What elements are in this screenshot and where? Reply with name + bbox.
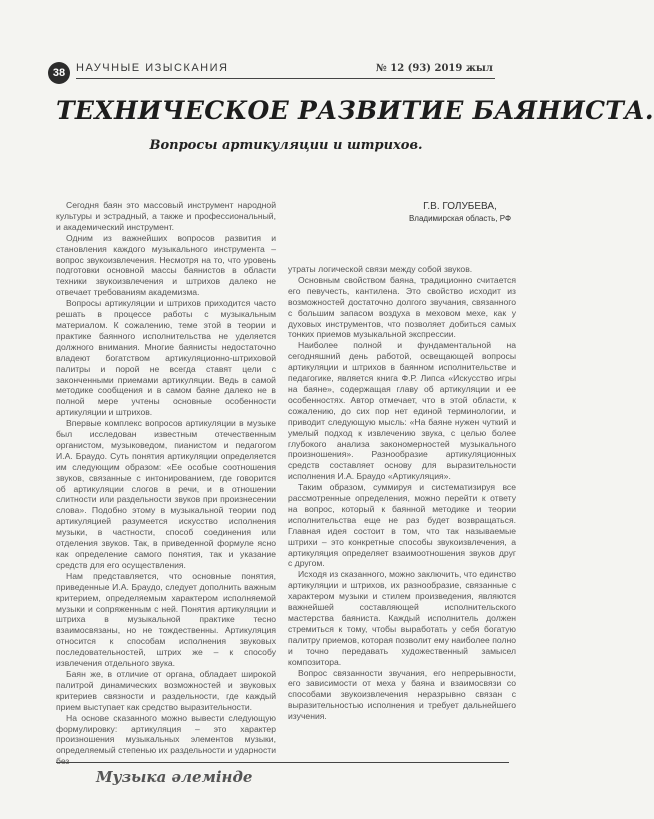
issue-number: № 12 (93) 2019 жыл	[375, 63, 493, 74]
footer-rule	[56, 762, 509, 763]
author-region: Владимирская область, РФ	[408, 214, 512, 223]
paragraph: утраты логической связи между собой звуков.	[288, 264, 473, 274]
text-column-left	[56, 200, 276, 767]
paragraph: Баян же, в отличие от органа, обладает широкой палитрой динамических возможностей и звуковых критериев связности и раздельности, где каждый прием выступает как средство выразительности.	[56, 668, 276, 712]
paragraph: На основе сказанного можно вывести следующую формулировку: артикуляция – это характер произношения музыкальных элементов музыки, определяемый степенью их раздельности и ударности без	[56, 712, 276, 767]
article-subtitle: Вопросы артикуляции и штрихов.	[149, 138, 423, 153]
paragraph: Нам представляется, что основные понятия, приведенные И.А. Браудо, следует дополнить важным критерием, определяемым характером исполняемой музыки и сопряженным с ней. Понятия артикуляции и штриха в музыкальной практике тесно взаимосвязаны, но не тождественны. Артикуляция относится к способам исполнения звуковых последовательностей, штрих же – к способу извлечения отдельного звука.	[56, 570, 276, 669]
article-title: ТЕХНИЧЕСКОЕ РАЗВИТИЕ БАЯНИСТА.	[56, 96, 654, 125]
paragraph: Основным свойством баяна, традиционно считается его певучесть, кантилена. Это свойство исходит из возможностей достаточно долгого звучания, связанного с большим запасом воздуха в меховом мехе, как у духовых инструментов, что позволяет добиться самых тонких приемов музыкальной экспрессии.	[288, 274, 516, 340]
author-name: Г.В. ГОЛУБЕВА,	[423, 201, 497, 212]
magazine-name: Музыка әлемінде	[96, 768, 253, 786]
journal-name: НАУЧНЫЕ ИЗЫСКАНИЯ	[76, 62, 229, 74]
header-rule	[76, 78, 495, 79]
paragraph: Таким образом, суммируя и систематизируя все рассмотренные определения, можно перейти к ответу на вопрос, который к баянной методике и теории исполнительства еще не раз будет возвращаться. Главная идея состоит в том, что так называемые штрихи – это конкретные способы звукоизвлечения, а артикуляция определяет взаимоотношения звуков друг с другом.	[288, 482, 516, 569]
page-number: 38	[48, 62, 70, 84]
text-column-right	[288, 264, 516, 762]
paragraph: Вопрос связанности звучания, его непрерывности, его зависимости от меха у баяна и взаимосвязи со способами звукоизвлечения неразрывно связан с выразительностью исполнения и требует дальнейшего изучения.	[288, 667, 516, 722]
author-block	[400, 200, 520, 224]
paragraph: Одним из важнейших вопросов развития и становления каждого музыкального инструмента – вопрос звукоизвлечения. Несмотря на то, что уровень подготовки основной массы баянистов в области техники звукоизвлечения и штрихов далеко не отвечает требованиям академизма.	[56, 232, 276, 298]
paragraph: Исходя из сказанного, можно заключить, что единство артикуляции и штрихов, их разнообразие, связанные с характером музыки и стилем произведения, являются важнейшей составляющей исполнительского мастерства баяниста. Каждый исполнитель должен стремиться к тому, чтобы выработать у себя богатую палитру приемов, которая позволит ему наиболее полно и точно передавать художественный замысел композитора.	[288, 569, 516, 667]
paragraph: Сегодня баян это массовый инструмент народной культуры и эстрадный, а также и профессиональный, и академический инструмент.	[56, 200, 276, 232]
paragraph: Вопросы артикуляции и штрихов приходится часто решать в процессе работы с музыкальным материалом. К сожалению, теме этой в теории и практике баянного исполнительства не уделяется должного внимания. Многие баянисты недостаточно владеют богатством артикуляционно-штриховой палитры и порой не всегда ставят цели с законченными приемами артикуляции. Ведь в самой методике сообщения и в самом баяне далеко не в полной мере учтены основные особенности артикуляции и штрихов.	[56, 298, 276, 418]
paragraph: Наиболее полной и фундаментальной на сегодняшний день работой, освещающей вопросы артикуляции и штрихов в баянном исполнительстве и педагогике, является книга Ф.Р. Липса «Искусство игры на баяне», содержащая главу об артикуляции и ее особенностях. Автор отмечает, что в этой области, к сожалению, до сих пор нет единой терминологии, и приводит следующую мысль: «На баяне нужен чуткий и умелый подход к извлечению звука, с целью более глубокого анализа закономерностей музыкального произношения». Разнообразие артикуляционных средств составляет основу для выразительности исполнения И.А. Браудо «Артикуляция».	[288, 340, 516, 482]
paragraph: Впервые комплекс вопросов артикуляции в музыке был исследован известным отечественным органистом, музыковедом, пианистом и педагогом И.А. Браудо. Суть понятия артикуляции определяется им следующим образом: «Ее особые соотношения звуков, связанные с интонированием, где говорится об артикуляции слогов в речи, и в отношении слитности или раздельности звуков при произнесении слова». Подобно этому в музыкальной теории под артикуляцией разумеется искусство исполнения музыки, в частности, способ соединения или отделения звуков. Так, в приведенной формуле ясно как определение самого понятия, так и указание средств для его осуществления.	[56, 418, 276, 570]
